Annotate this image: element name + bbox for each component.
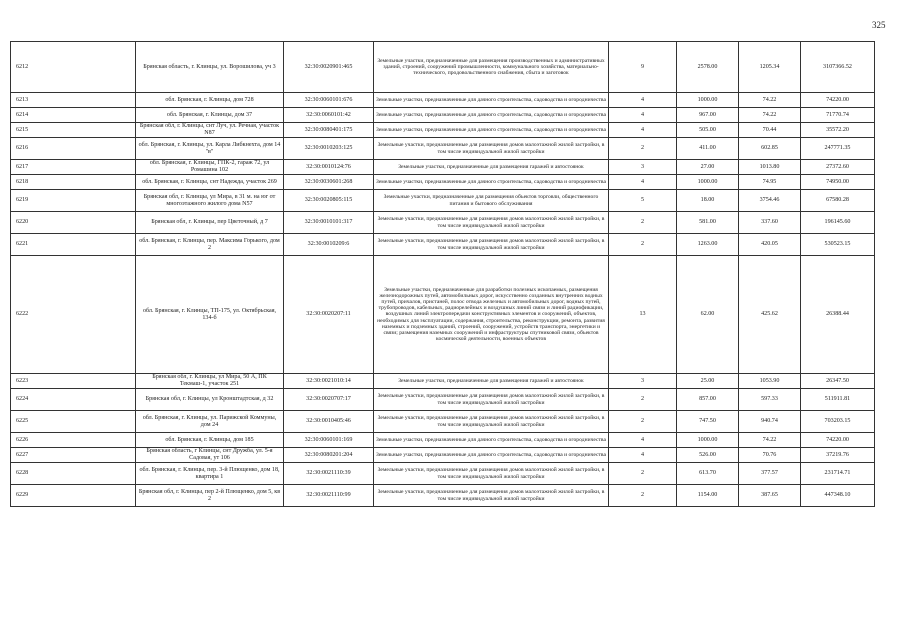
address-cell: обл. Брянская, г. Клинцы, пер. 3-й Плющенко, дом 18, квартира 1 bbox=[136, 463, 284, 485]
table-row bbox=[11, 93, 875, 108]
address-cell: обл. Брянская, г. Клинцы, пер. Максима Горького, дом 2 bbox=[136, 234, 284, 256]
specific-value-cell: 377.57 bbox=[739, 463, 801, 485]
cadastral-value-cell: 26388.44 bbox=[801, 256, 875, 374]
row-number: 6219 bbox=[11, 190, 136, 212]
land-use-group-cell: 5 bbox=[609, 190, 677, 212]
land-use-purpose-cell: Земельные участки, предназначенные для дачного строительства, садоводства и огородничества bbox=[374, 108, 609, 123]
land-use-group-cell: 13 bbox=[609, 256, 677, 374]
table-row bbox=[11, 374, 875, 389]
land-use-purpose-cell: Земельные участки, предназначенные для размещения домов малоэтажной жилой застройки, в том числе индивидуальной жилой застройки bbox=[374, 389, 609, 411]
cadastral-value-cell: 26347.50 bbox=[801, 374, 875, 389]
table-row bbox=[11, 234, 875, 256]
land-use-group-cell: 3 bbox=[609, 160, 677, 175]
specific-value-cell: 1013.80 bbox=[739, 160, 801, 175]
area-cell: 1000.00 bbox=[677, 175, 739, 190]
cadastral-number-cell: 32:30:0060101:169 bbox=[284, 433, 374, 448]
area-cell: 1000.00 bbox=[677, 93, 739, 108]
land-use-purpose-cell: Земельные участки, предназначенные для размещения производственных и административных зданий, строений, сооружений промышленности, коммунального хозяйства, материально-технического, продовольственного снабжения, сбыта и заготовок bbox=[374, 42, 609, 93]
cadastral-number-cell: 32:30:0021010:14 bbox=[284, 374, 374, 389]
land-use-group-cell: 2 bbox=[609, 389, 677, 411]
area-cell: 411.00 bbox=[677, 138, 739, 160]
area-cell: 62.00 bbox=[677, 256, 739, 374]
land-use-purpose-cell: Земельные участки, предназначенные для дачного строительства, садоводства и огородничества bbox=[374, 93, 609, 108]
cadastral-number-cell: 32:30:0010209:6 bbox=[284, 234, 374, 256]
cadastral-value-cell: 37219.76 bbox=[801, 448, 875, 463]
cadastral-value-cell: 511911.81 bbox=[801, 389, 875, 411]
area-cell: 18.00 bbox=[677, 190, 739, 212]
specific-value-cell: 70.44 bbox=[739, 123, 801, 138]
cadastral-number-cell: 32:30:0010203:125 bbox=[284, 138, 374, 160]
area-cell: 857.00 bbox=[677, 389, 739, 411]
specific-value-cell: 602.85 bbox=[739, 138, 801, 160]
specific-value-cell: 3754.46 bbox=[739, 190, 801, 212]
specific-value-cell: 74.22 bbox=[739, 108, 801, 123]
cadastral-number-cell: 32:30:0020207:11 bbox=[284, 256, 374, 374]
land-use-purpose-cell: Земельные участки, предназначенные для дачного строительства, садоводства и огородничества bbox=[374, 448, 609, 463]
cadastral-value-cell: 27372.60 bbox=[801, 160, 875, 175]
cadastral-value-cell: 196145.60 bbox=[801, 212, 875, 234]
cadastral-value-cell: 3107366.52 bbox=[801, 42, 875, 93]
registry-body bbox=[11, 42, 875, 507]
area-cell: 747.50 bbox=[677, 411, 739, 433]
land-use-group-cell: 2 bbox=[609, 212, 677, 234]
land-use-group-cell: 2 bbox=[609, 234, 677, 256]
land-use-purpose-cell: Земельные участки, предназначенные для размещения домов малоэтажной жилой застройки, в том числе индивидуальной жилой застройки bbox=[374, 411, 609, 433]
land-use-group-cell: 9 bbox=[609, 42, 677, 93]
land-use-group-cell: 4 bbox=[609, 175, 677, 190]
page-number: 325 bbox=[872, 20, 886, 30]
table-row bbox=[11, 123, 875, 138]
table-row bbox=[11, 190, 875, 212]
land-use-purpose-cell: Земельные участки, предназначенные для размещения домов малоэтажной жилой застройки, в том числе индивидуальной жилой застройки bbox=[374, 212, 609, 234]
cadastral-number-cell: 32:30:0021110:39 bbox=[284, 463, 374, 485]
area-cell: 1154.00 bbox=[677, 485, 739, 507]
land-use-purpose-cell: Земельные участки, предназначенные для дачного строительства, садоводства и огородничества bbox=[374, 433, 609, 448]
row-number: 6218 bbox=[11, 175, 136, 190]
table-row bbox=[11, 212, 875, 234]
land-use-group-cell: 4 bbox=[609, 108, 677, 123]
table-row bbox=[11, 411, 875, 433]
table-row bbox=[11, 256, 875, 374]
address-cell: обл. Брянская, г. Клинцы, дом 185 bbox=[136, 433, 284, 448]
address-cell: Брянская обл, г. Клинцы, пер Цветочный, д 7 bbox=[136, 212, 284, 234]
cadastral-number-cell: 32:30:0020805:115 bbox=[284, 190, 374, 212]
land-use-group-cell: 2 bbox=[609, 463, 677, 485]
specific-value-cell: 597.33 bbox=[739, 389, 801, 411]
row-number: 6216 bbox=[11, 138, 136, 160]
land-use-purpose-cell: Земельные участки, предназначенные для размещения гаражей и автостоянок bbox=[374, 374, 609, 389]
specific-value-cell: 70.76 bbox=[739, 448, 801, 463]
land-use-purpose-cell: Земельные участки, предназначенные для дачного строительства, садоводства и огородничества bbox=[374, 123, 609, 138]
cadastral-number-cell: 32:30:0010405:46 bbox=[284, 411, 374, 433]
row-number: 6222 bbox=[11, 256, 136, 374]
address-cell: обл. Брянская, г. Клинцы, ул. Карла Либкнехта, дом 14 "в" bbox=[136, 138, 284, 160]
land-plot-registry-table bbox=[10, 41, 875, 507]
cadastral-value-cell: 247771.35 bbox=[801, 138, 875, 160]
table-row bbox=[11, 463, 875, 485]
land-use-group-cell: 4 bbox=[609, 123, 677, 138]
cadastral-value-cell: 74220.00 bbox=[801, 433, 875, 448]
cadastral-number-cell: 32:30:0020707:17 bbox=[284, 389, 374, 411]
area-cell: 526.00 bbox=[677, 448, 739, 463]
row-number: 6221 bbox=[11, 234, 136, 256]
cadastral-value-cell: 231714.71 bbox=[801, 463, 875, 485]
specific-value-cell: 337.60 bbox=[739, 212, 801, 234]
area-cell: 613.70 bbox=[677, 463, 739, 485]
row-number: 6227 bbox=[11, 448, 136, 463]
row-number: 6215 bbox=[11, 123, 136, 138]
address-cell: обл. Брянская, г. Клинцы, снт Надежда, участок 269 bbox=[136, 175, 284, 190]
specific-value-cell: 420.05 bbox=[739, 234, 801, 256]
table-row bbox=[11, 485, 875, 507]
land-use-group-cell: 2 bbox=[609, 411, 677, 433]
cadastral-number-cell: 32:30:0020901:465 bbox=[284, 42, 374, 93]
address-cell: обл. Брянская, г. Клинцы, ул. Парижской Коммуны, дом 24 bbox=[136, 411, 284, 433]
land-use-group-cell: 4 bbox=[609, 448, 677, 463]
land-use-purpose-cell: Земельные участки, предназначенные для размещения объектов торговли, общественного питания и бытового обслуживания bbox=[374, 190, 609, 212]
table-row bbox=[11, 108, 875, 123]
land-use-group-cell: 4 bbox=[609, 433, 677, 448]
cadastral-number-cell: 32:30:0060101:42 bbox=[284, 108, 374, 123]
address-cell: обл. Брянская, г. Клинцы, ТП-175, ул. Октябрьская, 134-б bbox=[136, 256, 284, 374]
cadastral-value-cell: 67580.28 bbox=[801, 190, 875, 212]
table-row bbox=[11, 175, 875, 190]
cadastral-number-cell: 32:30:0080401:175 bbox=[284, 123, 374, 138]
land-use-purpose-cell: Земельные участки, предназначенные для размещения домов малоэтажной жилой застройки, в том числе индивидуальной жилой застройки bbox=[374, 485, 609, 507]
specific-value-cell: 425.62 bbox=[739, 256, 801, 374]
table-row bbox=[11, 42, 875, 93]
cadastral-number-cell: 32:30:0010124:76 bbox=[284, 160, 374, 175]
row-number: 6225 bbox=[11, 411, 136, 433]
specific-value-cell: 1205.34 bbox=[739, 42, 801, 93]
specific-value-cell: 940.74 bbox=[739, 411, 801, 433]
land-use-purpose-cell: Земельные участки, предназначенные для размещения домов малоэтажной жилой застройки, в том числе индивидуальной жилой застройки bbox=[374, 234, 609, 256]
specific-value-cell: 387.65 bbox=[739, 485, 801, 507]
land-use-purpose-cell: Земельные участки, предназначенные для размещения домов малоэтажной жилой застройки, в том числе индивидуальной жилой застройки bbox=[374, 463, 609, 485]
area-cell: 25.00 bbox=[677, 374, 739, 389]
specific-value-cell: 1053.90 bbox=[739, 374, 801, 389]
cadastral-number-cell: 32:30:0080201:204 bbox=[284, 448, 374, 463]
row-number: 6217 bbox=[11, 160, 136, 175]
land-use-purpose-cell: Земельные участки, предназначенные для разработки полезных ископаемых, размещения железнодорожных путей, автомобильных дорог, искусственно созданных внутренних водных путей, причалов, пристаней, полос отвода железных и автомобильных дорог, водных путей, трубопроводов, кабельных, радиорелейных и воздушных линий связи и линий радиофикации, воздушных линий электропередачи конструктивных элементов и сооружений, объектов, необходимых для эксплуатации, содержания, строительства, реконструкции, ремонта, развития наземных и подземных зданий, строений, сооружений, устройств транспорта, энергетики и связи; размещения наземных сооружений и инфраструктуры спутниковой связи, объектов космической деятельности, военных объектов bbox=[374, 256, 609, 374]
table-row bbox=[11, 433, 875, 448]
row-number: 6213 bbox=[11, 93, 136, 108]
address-cell: Брянская обл, г. Клинцы, ул Мира, в 31 м. на юг от многоэтажного жилого дома N57 bbox=[136, 190, 284, 212]
cadastral-value-cell: 35572.20 bbox=[801, 123, 875, 138]
table-row bbox=[11, 138, 875, 160]
row-number: 6229 bbox=[11, 485, 136, 507]
address-cell: Брянская область, г. Клинцы, ул. Ворошилова, уч 3 bbox=[136, 42, 284, 93]
table-row bbox=[11, 448, 875, 463]
address-cell: обл. Брянская, г. Клинцы, ГПК-2, гараж 72, ул Ромашина 102 bbox=[136, 160, 284, 175]
address-cell: обл. Брянская, г. Клинцы, дом 37 bbox=[136, 108, 284, 123]
row-number: 6224 bbox=[11, 389, 136, 411]
land-use-group-cell: 4 bbox=[609, 93, 677, 108]
address-cell: Брянская обл, г. Клинцы, пер 2-й Плющенко, дом 5, кв 2 bbox=[136, 485, 284, 507]
land-use-purpose-cell: Земельные участки, предназначенные для размещения гаражей и автостоянок bbox=[374, 160, 609, 175]
cadastral-value-cell: 530523.15 bbox=[801, 234, 875, 256]
row-number: 6228 bbox=[11, 463, 136, 485]
cadastral-value-cell: 703203.15 bbox=[801, 411, 875, 433]
row-number: 6226 bbox=[11, 433, 136, 448]
cadastral-value-cell: 447348.10 bbox=[801, 485, 875, 507]
area-cell: 505.00 bbox=[677, 123, 739, 138]
land-use-group-cell: 2 bbox=[609, 138, 677, 160]
land-use-purpose-cell: Земельные участки, предназначенные для дачного строительства, садоводства и огородничества bbox=[374, 175, 609, 190]
address-cell: Брянская область, г Клинцы, снт Дружба, ул. 5-я Садовая, ут 106 bbox=[136, 448, 284, 463]
area-cell: 1000.00 bbox=[677, 433, 739, 448]
area-cell: 27.00 bbox=[677, 160, 739, 175]
cadastral-number-cell: 32:30:0010101:317 bbox=[284, 212, 374, 234]
row-number: 6212 bbox=[11, 42, 136, 93]
address-cell: Брянская обл, г. Клинцы, ул Кронштадтская, д 32 bbox=[136, 389, 284, 411]
cadastral-number-cell: 32:30:0030601:268 bbox=[284, 175, 374, 190]
cadastral-value-cell: 71770.74 bbox=[801, 108, 875, 123]
land-use-group-cell: 2 bbox=[609, 485, 677, 507]
area-cell: 967.00 bbox=[677, 108, 739, 123]
cadastral-value-cell: 74950.00 bbox=[801, 175, 875, 190]
area-cell: 2578.00 bbox=[677, 42, 739, 93]
area-cell: 581.00 bbox=[677, 212, 739, 234]
specific-value-cell: 74.95 bbox=[739, 175, 801, 190]
cadastral-number-cell: 32:30:0021110:99 bbox=[284, 485, 374, 507]
cadastral-number-cell: 32:30:0060101:676 bbox=[284, 93, 374, 108]
row-number: 6214 bbox=[11, 108, 136, 123]
table-row bbox=[11, 160, 875, 175]
row-number: 6220 bbox=[11, 212, 136, 234]
land-use-group-cell: 3 bbox=[609, 374, 677, 389]
address-cell: обл. Брянская, г. Клинцы, дом 728 bbox=[136, 93, 284, 108]
address-cell: Брянская обл, г. Клинцы, снт Луч, ул. Речная, участок N87 bbox=[136, 123, 284, 138]
specific-value-cell: 74.22 bbox=[739, 93, 801, 108]
specific-value-cell: 74.22 bbox=[739, 433, 801, 448]
cadastral-value-cell: 74220.00 bbox=[801, 93, 875, 108]
table-row bbox=[11, 389, 875, 411]
land-use-purpose-cell: Земельные участки, предназначенные для размещения домов малоэтажной жилой застройки, в том числе индивидуальной жилой застройки bbox=[374, 138, 609, 160]
area-cell: 1263.00 bbox=[677, 234, 739, 256]
address-cell: Брянская обл, г. Клинцы, ул Мира, 50 А, ПК Текмаш-1, участок 251 bbox=[136, 374, 284, 389]
row-number: 6223 bbox=[11, 374, 136, 389]
